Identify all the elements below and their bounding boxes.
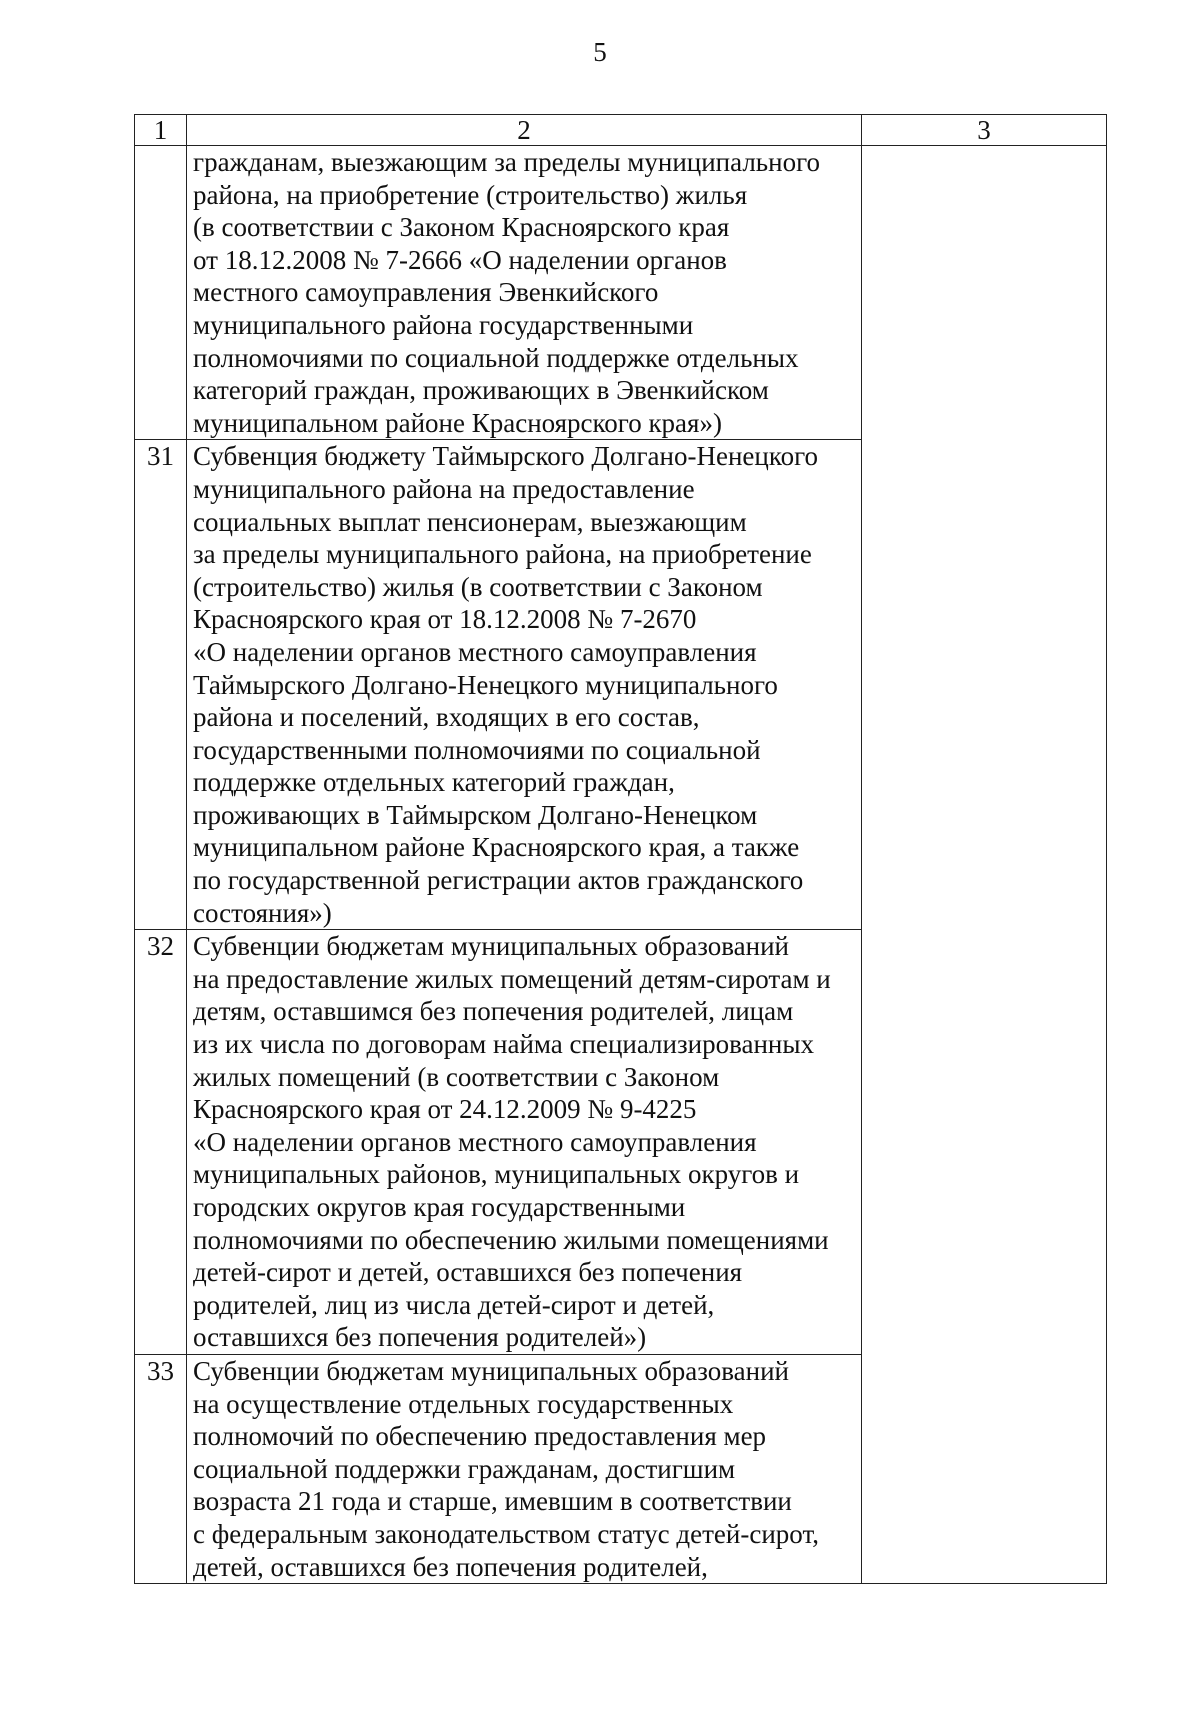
column-3-cell — [862, 146, 1107, 440]
subvention-table — [134, 114, 1107, 1584]
column-header-2: 2 — [187, 115, 862, 146]
row-description-cell — [187, 1354, 862, 1583]
description-line: гражданам, выезжающим за пределы муниципального — [193, 147, 820, 177]
description-line: местного самоуправления Эвенкийского — [193, 277, 659, 308]
description-line: категорий граждан, проживающих в Эвенкийском — [193, 375, 769, 406]
description-line: Красноярского края от 24.12.2009 № 9-4225 — [193, 1094, 697, 1125]
column-3-cell — [862, 1354, 1107, 1583]
description-line: государственными полномочиями по социальной — [193, 734, 761, 765]
table-body — [135, 146, 1107, 1584]
description-line: детям, оставшимся без попечения родителей, лицам — [193, 996, 794, 1027]
row-number-cell — [135, 146, 187, 440]
description-line: детей, оставшихся без попечения родителей, — [193, 1551, 708, 1582]
description-line: муниципальном районе Красноярского края») — [193, 407, 722, 438]
column-header-1: 1 — [135, 115, 187, 146]
row-number-cell: 32 — [135, 930, 187, 1355]
description-line: полномочиями по обеспечению жилыми помещениями — [193, 1224, 829, 1255]
column-header-3: 3 — [862, 115, 1107, 146]
row-description-cell — [187, 146, 862, 440]
description-line: Субвенции бюджетам муниципальных образований — [193, 931, 789, 962]
row-description-cell — [187, 930, 862, 1355]
description-line: проживающих в Таймырском Долгано-Ненецком — [193, 799, 758, 830]
description-line: полномочиями по социальной поддержке отдельных — [193, 342, 799, 373]
description-line: района и поселений, входящих в его состав, — [193, 702, 700, 733]
description-line: возраста 21 года и старше, имевшим в соответствии — [193, 1486, 792, 1517]
description-line: по государственной регистрации актов гражданского — [193, 865, 804, 896]
description-line: из их числа по договорам найма специализированных — [193, 1029, 815, 1060]
description-line: муниципальном районе Красноярского края, а также — [193, 832, 800, 863]
description-line: Субвенции бюджетам муниципальных образований — [193, 1355, 789, 1386]
description-line: детей-сирот и детей, оставшихся без попечения — [193, 1257, 743, 1288]
description-line: социальной поддержки гражданам, достигшим — [193, 1453, 736, 1484]
description-line: «О наделении органов местного самоуправления — [193, 636, 757, 667]
description-line: «О наделении органов местного самоуправления — [193, 1126, 757, 1157]
table-row — [135, 1354, 1107, 1583]
row-number-cell: 31 — [135, 440, 187, 930]
table-row — [135, 146, 1107, 440]
description-line: муниципального района государственными — [193, 309, 694, 340]
row-description-cell — [187, 440, 862, 930]
description-line: (в соответствии с Законом Красноярского края — [193, 212, 730, 243]
table-row — [135, 440, 1107, 930]
description-line: полномочий по обеспечению предоставления мер — [193, 1421, 767, 1452]
description-line: с федеральным законодательством статус детей-сирот, — [193, 1518, 819, 1549]
description-line: муниципального района на предоставление — [193, 473, 695, 504]
description-line: социальных выплат пенсионерам, выезжающим — [193, 506, 747, 537]
row-number-cell: 33 — [135, 1354, 187, 1583]
column-3-cell — [862, 930, 1107, 1355]
page-number: 5 — [593, 37, 607, 67]
description-line: жилых помещений (в соответствии с Законом — [193, 1061, 720, 1092]
description-line: состояния») — [193, 897, 332, 928]
description-line: от 18.12.2008 № 7-2666 «О наделении органов — [193, 244, 727, 275]
header-row — [135, 115, 1107, 146]
description-line: муниципальных районов, муниципальных округов и — [193, 1159, 800, 1190]
description-line: городских округов края государственными — [193, 1192, 686, 1222]
description-line: поддержке отдельных категорий граждан, — [193, 767, 675, 798]
description-line: (строительство) жилья (в соответствии с Законом — [193, 571, 763, 602]
description-line: Красноярского края от 18.12.2008 № 7-2670 — [193, 604, 697, 635]
description-line: района, на приобретение (строительство) жилья — [193, 179, 748, 210]
description-line: оставшихся без попечения родителей») — [193, 1322, 647, 1353]
description-line: на осуществление отдельных государственных — [193, 1388, 734, 1419]
description-line: Таймырского Долгано-Ненецкого муниципального — [193, 669, 778, 700]
description-line: за пределы муниципального района, на приобретение — [193, 539, 812, 570]
description-line: Субвенция бюджету Таймырского Долгано-Ненецкого — [193, 441, 818, 472]
description-line: родителей, лиц из числа детей-сирот и детей, — [193, 1289, 715, 1320]
column-3-cell — [862, 440, 1107, 930]
description-line: на предоставление жилых помещений детям-сиротам и — [193, 963, 831, 994]
table-row — [135, 930, 1107, 1355]
table-header — [135, 115, 1107, 146]
